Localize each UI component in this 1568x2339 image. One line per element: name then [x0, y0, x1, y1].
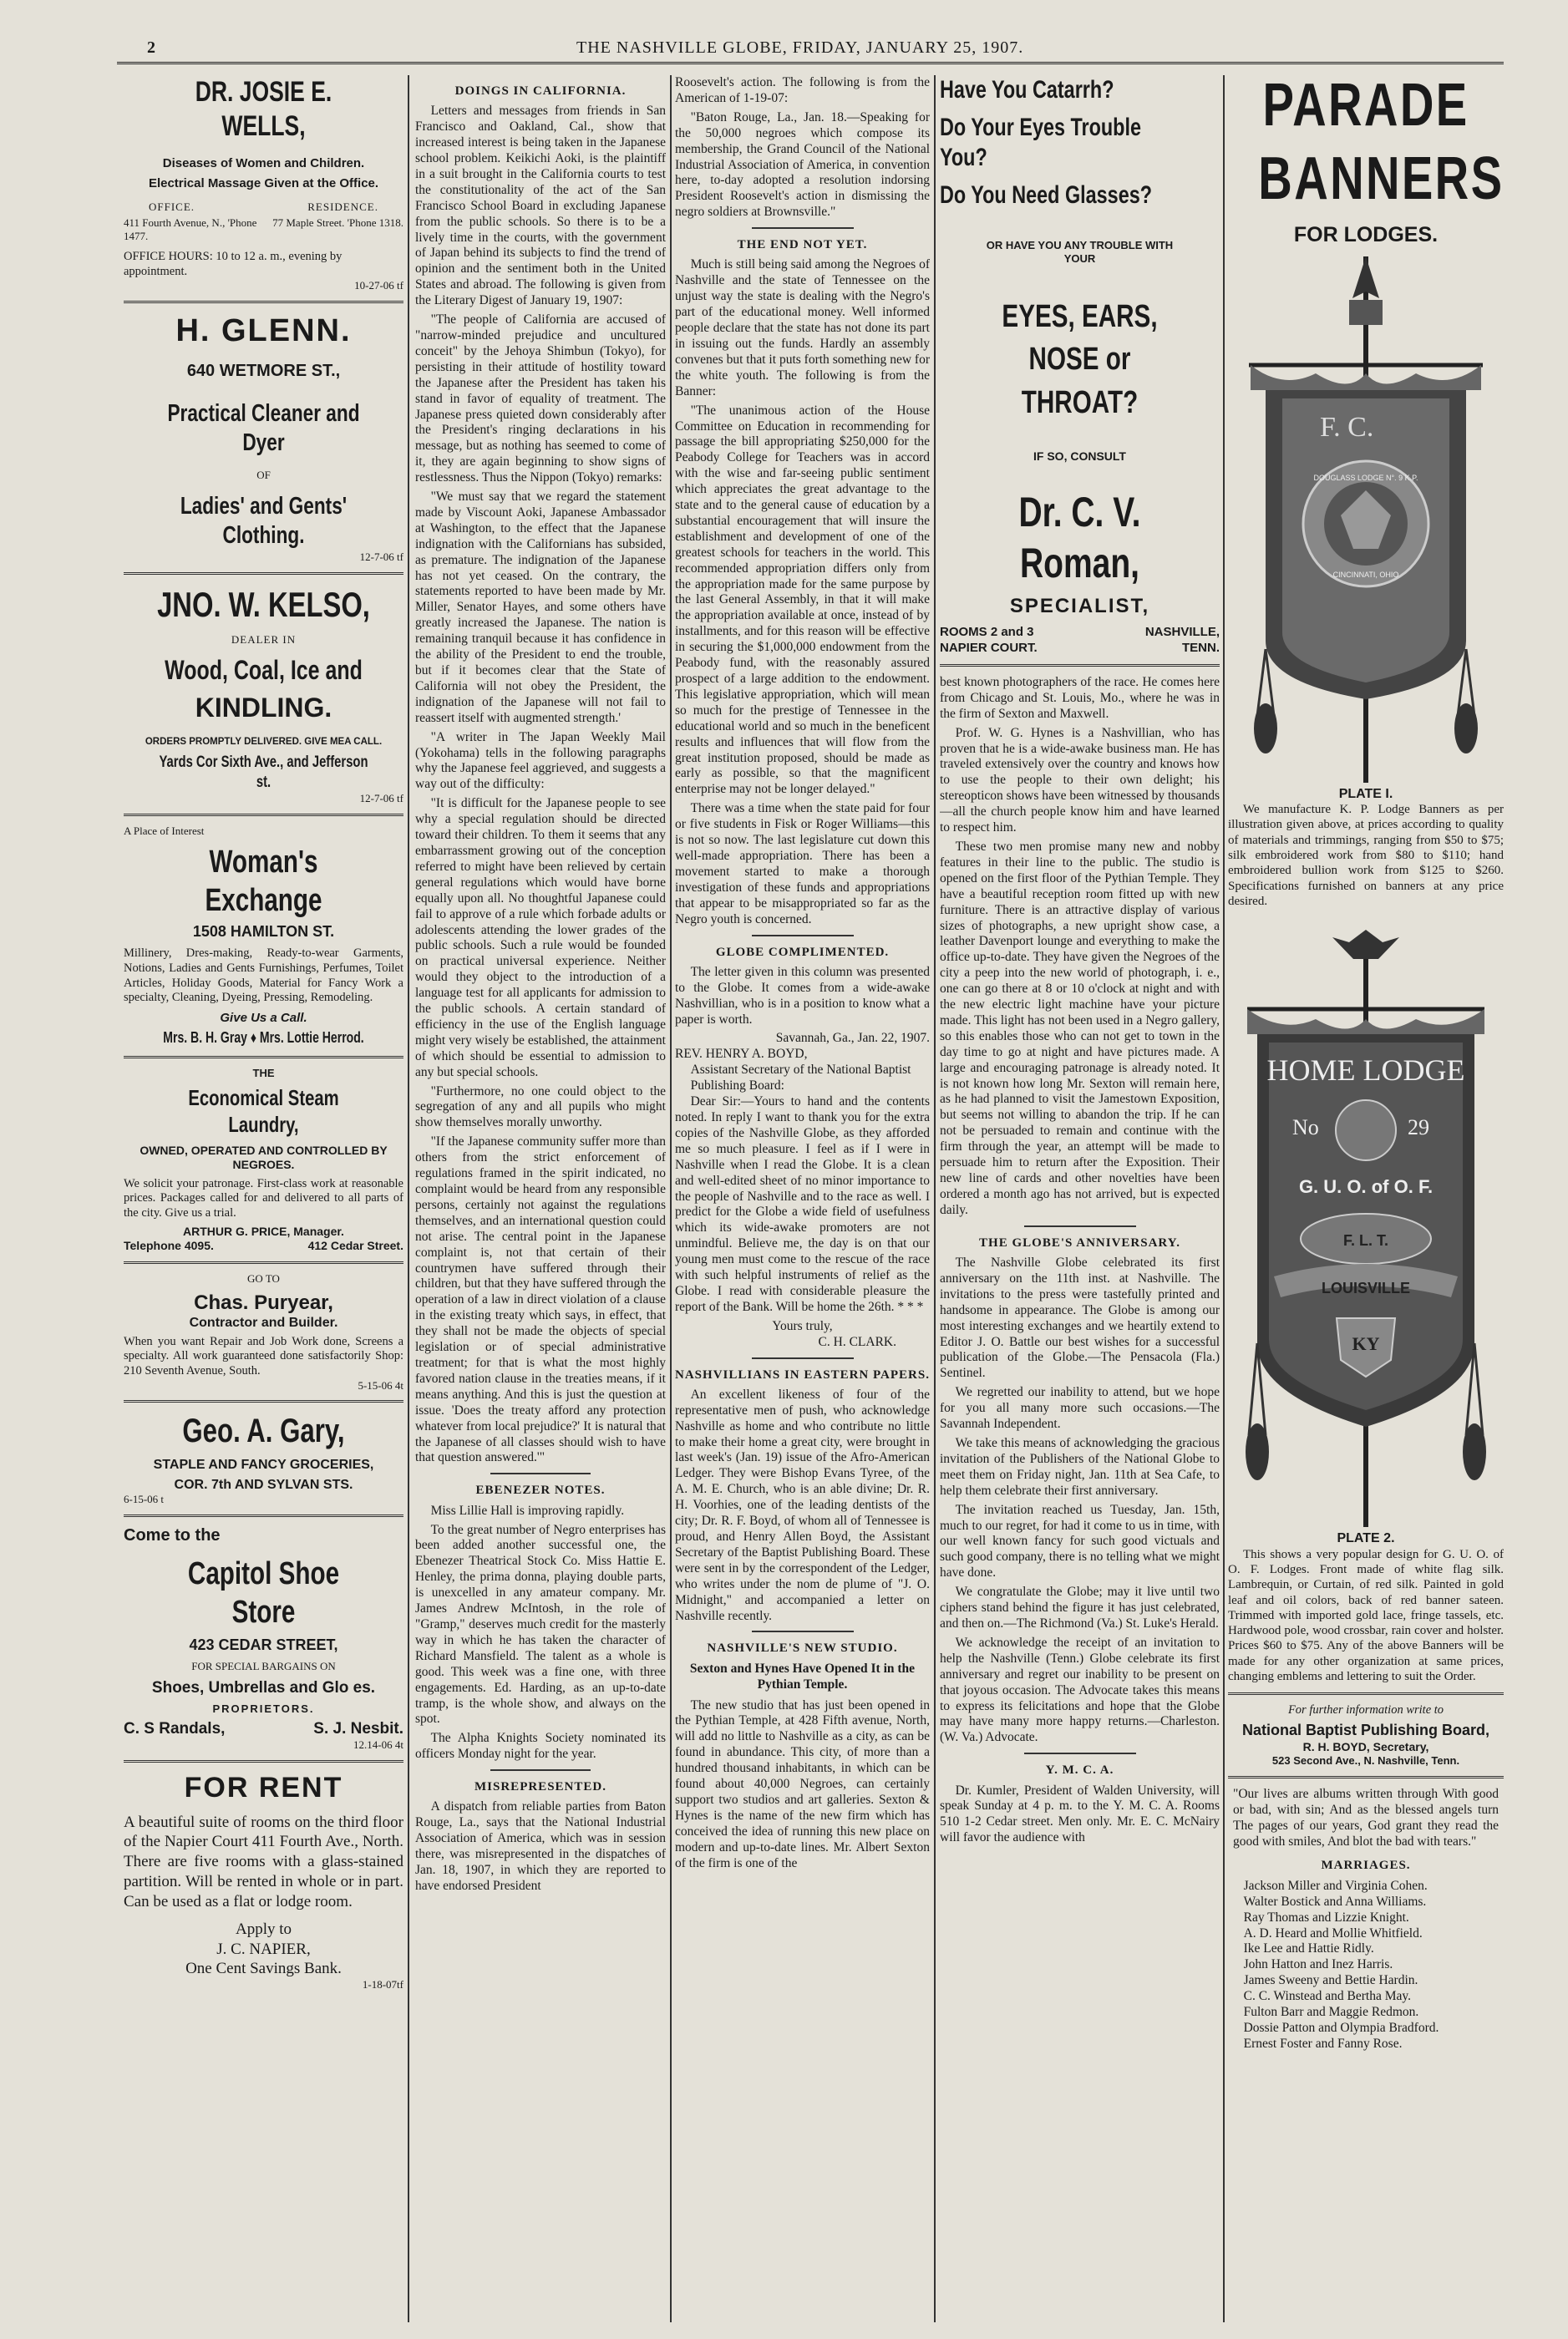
plate-caption: PLATE I.	[1338, 786, 1393, 801]
article-paragraph: Letters and messages from friends in San Francisco and Oakland, Cal., show that increased interest is being taken in the Japanese school problem. Keikichi Aoki, is the plaintiff in a suit brought in the California courts to test the constitutionality of the act of the San Francisco School Board in excluding Japanese from the public schools. So there is to be a lively time in the courts, with the government of Japan behind its subjects to find the trend of opinion and the sentiment both in the United States and abroad. The following is given from the Literary Digest of January 19, 1907:	[415, 104, 666, 308]
ad-text: Ladies' and Gents' Clothing.	[180, 492, 348, 550]
ad-code: 12-7-06 tf	[359, 791, 403, 804]
article-paragraph: "Baton Rouge, La., Jan. 18.—Speaking for the 50,000 negroes which compose its membership, the Grand Council of the National Industrial Association of America, in convention here, to-day adopted a resolution indorsing President Roosevelt's action in dismissing the negro soldiers at Brownsville."	[675, 109, 930, 220]
article-paragraph: Roosevelt's action. The following is from the American of 1-19-07:	[675, 75, 930, 105]
ad-text: When you want Repair and Job Work done, Screens a specialty. All work guaranteed done satisfactorily Shop: 210 Seventh Avenue, South.	[124, 1334, 403, 1378]
article-paragraph: Dr. Kumler, President of Walden University, will speak Sunday at 4 p. m. to the Y. M. C. A. Rooms 510 1-2 Cedar street. Men only. Mr. E. C. McNairy will favor the audience with	[940, 1783, 1220, 1845]
ad-title: DR. JOSIE E. WELLS,	[195, 76, 332, 143]
ad-text: 523 Second Ave., N. Nashville, Tenn.	[1271, 1754, 1460, 1767]
ad-text: ORDERS PROMPTLY DELIVERED. GIVE MEA CALL.	[145, 737, 383, 748]
ad-text: NASHVILLE, TENN.	[1144, 625, 1220, 655]
ad-label: OFFICE.	[149, 200, 195, 213]
ad-title: BANNERS	[1258, 145, 1504, 212]
marriage-entry: Jackson Miller and Virginia Cohen.	[1243, 1878, 1428, 1893]
letter-dateline: Savannah, Ga., Jan. 22, 1907.	[775, 1031, 930, 1046]
article-paragraph: "It is difficult for the Japanese people to see why a special regulation should be directed toward their children. To them it seems that any embarrassment growing out of the conception referred to might have been relieved by certain general regulations which would have borne equally upon all. No thoughtful Japanese could fail to approve of a rule which forbade adults or adolescents attending the lower grades of the public schools. Such a rule would be founded on practical universal experience. Neither would they object to the introduction of a language test for all applicants for admission to the public schools. A certain standard of efficiency in the use of the English language might very wisely be established, the attainment of which should be essential to admission to any but special schools.	[415, 796, 666, 1079]
letter-addressee: Assistant Secretary of the National Baptist Publishing Board:	[690, 1063, 911, 1093]
divider	[124, 1760, 403, 1763]
poem: "Our lives are albums written through With good or bad, with sin; And as the blessed angels turn The pages of our years, God grant they read the good with smiles, And blot the bad with tears."	[1233, 1786, 1499, 1849]
column-rule	[670, 75, 672, 2322]
ad-text: We solicit your patronage. First-class work at reasonable prices. Packages called for and delivered to all parts of the city. Give us a trial.	[124, 1176, 403, 1220]
article-paragraph: We take this means of acknowledging the gracious invitation of the Publishers of the National Globe to meet them on Friday night, Jan. 11th at Sea Cafe, to help them celebrate their first anniversary.	[940, 1436, 1220, 1498]
ad-text: IF SO, CONSULT	[1033, 449, 1126, 463]
article-paragraph: "The people of California are accused of "narrow-minded prejudice and uncultured conceit" by the Jehoya Shimbun (Tokyo), for persisting in their attitude of hostility toward the Japanese after the President has taken his stand in favor of equality of treatment. The Japanese press quieted down considerably after the President's ringing declarations in his message, but as nothing has seemed to come of it, they are again beginning to show signs of restlessness. Thus the Nippon (Tokyo) remarks:	[415, 312, 666, 485]
marriage-entry: Walter Bostick and Anna Williams.	[1243, 1894, 1427, 1909]
ad-text: Wood, Coal, Ice and	[165, 655, 363, 686]
article-paragraph: These two men promise many new and nobby features in their line to the public. The studio is opened on the first floor of the Pythian Temple. They have a beautiful reception room fitted up with new furniture. There is an attractive display of various sizes of photographs, a new upright show case, a leather Davenport lounge and everything to make the office up-to-date. They have given the Negroes of the city a peep into the new world of photograph, i. e., one can go there at 8 or 10 o'clock at night and with the new electric light machine have your picture made. This light has not been used in a Negro gallery, so this enables those who can not get to town in the day time to go at night and have pictures made. A large and encouraging patronage is already noted. It is not known how long Mr. Sexton will remain here, as he had planned to visit the Jamestown Exposition, but seems not willing to abandon the trip. If he can not be persuaded to remain and continue with the firm through the year, an attempt will be made to persuade him to return after the Exposition. Their new line of cards and other novelties have been ordered a month ago has not arrived, but is expected daily.	[940, 839, 1220, 1217]
ad-text: S. J. Nesbit.	[313, 1720, 403, 1738]
article-paragraph: An excellent likeness of four of the representative men of push, who acknowledge Nashville as home and who contribute no little to make their home a great city, were brought in last week's (Jan. 19) issue of the Afro-American Ledger. They were Bishop Evans Tyree, of the A. M. E. Church, who is an able divine; Dr. R. H. Voorhies, one of the leading dentists of the city; Dr. R. F. Boyd, of whom all of Tennessee is proud, and Henry Allen Boyd, the Assistant Secretary of the Baptist Publishing Board. These were sent in by the correspondent of the Ledger, who writes under the nom de plume of "J. O. Midnight," and accompanied a letter on Nashville recently.	[675, 1387, 930, 1623]
home-lodge-banner-illustration	[1232, 926, 1499, 1527]
marriage-entry: Ernest Foster and Fanny Rose.	[1243, 2036, 1403, 2051]
ad-text: Practical Cleaner and Dyer	[167, 400, 360, 457]
ad-puryear	[124, 1272, 403, 1393]
article-paragraph: "Furthermore, no one could object to the segregation of any and all pupils who might show themselves morally unworthy.	[415, 1083, 666, 1130]
letter-addressee: REV. HENRY A. BOYD,	[675, 1047, 808, 1062]
banner-city: CINCINNATI, OHIO	[1332, 570, 1399, 579]
ad-text: GO TO	[247, 1271, 280, 1285]
ad-text: Millinery, Dres-making, Ready-to-wear Garments, Notions, Ladies and Gents Furnishings, Perfumes, Toilet Articles, Holiday Goods, Material for Fancy Work a specialty, Cleaning, Dyeing, Pressing, Remodeling.	[124, 946, 403, 1005]
ad-capitol-shoe	[124, 1525, 403, 1752]
divider	[124, 301, 403, 303]
divider	[124, 814, 403, 816]
ad-title: Chas. Puryear,	[194, 1291, 333, 1314]
article-paragraph: The new studio that has just been opened in the Pythian Temple, at 428 Fifth avenue, North, will add no little to Nashville as a city, as can be found in abundance. This city, of more than a hundred thousand inhabitants, in which can be found about 40,000 Negroes, can certainly support two studios and art galleries. Sexton & Hynes is the name of the new firm which has conceived the idea of running this new place on modern and up-to-date lines. Mr. Albert Sexton of the firm is one of the	[675, 1697, 930, 1870]
ad-text: 640 WETMORE ST.,	[186, 361, 341, 380]
marriage-entry: C. C. Winstead and Bertha May.	[1243, 1989, 1412, 2004]
ad-text: COR. 7th AND SYLVAN STS.	[174, 1477, 353, 1492]
ad-text: This shows a very popular design for G. U. O. of O. F. Lodges. Front made of white flag silk. Lambrequin, or Curtain, of red silk. Painted in gold leaf and oil colors, back of red banner sateen. Trimmed with imported gold lace, fringe tassels, etc. Hardwood pole, wood crossbar, rain cover and holster. Prices $60 to $75. Any of the above Banners will be made for any other organization at same prices, changing emblems and lettering to suit the Order.	[1228, 1547, 1504, 1683]
ad-kicker: A Place of Interest	[124, 824, 205, 837]
marriage-entry: James Sweeny and Bettie Hardin.	[1243, 1973, 1418, 1988]
ad-text: Do You Need Glasses?	[940, 180, 1153, 209]
ad-text: For further information write to	[1287, 1703, 1444, 1717]
article-paragraph: The Nashville Globe celebrated its first anniversary on the 11th inst. at Nashville. The invitations to the press were tastefully printed and handsome in appearance. The Globe is among our most interesting exchanges and we heartily extend to Editor J. O. Battle our best wishes for a successful publication of the Globe.—The Pensacola (Fla.) Sentinel.	[940, 1256, 1220, 1381]
ad-gary	[124, 1411, 403, 1506]
ad-text: STAPLE AND FANCY GROCERIES,	[153, 1458, 374, 1473]
divider	[124, 572, 403, 575]
article-paragraph: "A writer in The Japan Weekly Mail (Yokohama) tells in the following paragraphs why the Japanese feel aggrieved, and suggests a way out of the difficulty:	[415, 729, 666, 792]
ad-text: Electrical Massage Given at the Office.	[148, 176, 379, 191]
article-headline: DOINGS IN CALIFORNIA.	[454, 84, 627, 98]
marriage-entry: Dossie Patton and Olympia Bradford.	[1243, 2020, 1439, 2035]
letter-closing: Yours truly,	[772, 1318, 833, 1333]
banner-initials: F. C.	[1320, 411, 1374, 443]
masthead	[117, 35, 1504, 64]
ad-text: J. C. NAPIER,	[216, 1940, 311, 1958]
ad-text: ARTHUR G. PRICE, Manager.	[183, 1224, 344, 1238]
article-headline: THE END NOT YET.	[737, 238, 868, 252]
ad-h-glenn	[124, 312, 403, 564]
ad-text: Have You Catarrh?	[940, 76, 1114, 104]
banner-city: LOUISVILLE	[1321, 1280, 1411, 1297]
ad-text: We manufacture K. P. Lodge Banners as per illustration given above, at prices according to quality of materials and trimmings, ranging from $50 to $75; silk embroidered work from $80 to $110; hand embroidered bullion work from $125 to $260. Specifications furnished on banners at any price desired.	[1228, 803, 1504, 908]
marriage-entry: John Hatton and Inez Harris.	[1243, 1957, 1393, 1972]
ad-kelso	[124, 583, 403, 804]
article-paragraph: Much is still being said among the Negroes of Nashville and the state of Tennessee on the unjust way the state is dealing with the Negro's part of the educational money. Well informed people declare that the state has not done its part in issuing out the funds. Hardly an assembly convenes but that it puts forth something new for the white youth. The following is from the Banner:	[675, 257, 930, 398]
article-headline: NASHVILLIANS IN EASTERN PAPERS.	[675, 1367, 930, 1382]
ad-text: DEALER IN	[231, 632, 297, 646]
ad-parade-banners	[1228, 75, 1504, 248]
column-news-1	[415, 75, 666, 2331]
divider	[752, 227, 854, 229]
divider	[124, 1056, 403, 1058]
divider	[490, 1769, 591, 1771]
ad-text: C. S Randals,	[124, 1720, 226, 1738]
ad-title: FOR RENT	[184, 1772, 343, 1804]
banner-links: F. L. T.	[1343, 1232, 1388, 1250]
ad-code: 6-15-06 t	[124, 1493, 165, 1506]
ad-title: JNO. W. KELSO,	[157, 585, 370, 625]
column-news-3	[940, 75, 1220, 2331]
ad-code: 1-18-07tf	[362, 1977, 403, 1991]
column-rule	[1223, 75, 1225, 2322]
article-paragraph: A dispatch from reliable parties from Baton Rouge, La., says that the National Industrial Association of America, which was in session there, was misrepresented in the dispatches of Jan. 18, 1907, in which they are reported to have endorsed President	[415, 1799, 666, 1893]
divider	[1228, 1692, 1504, 1695]
article-paragraph: We regretted our inability to attend, but we hope for you all many more such occasions.—The Savannah Independent.	[940, 1385, 1220, 1432]
page-title: THE NASHVILLE GLOBE, FRIDAY, JANUARY 25, 1907.	[576, 38, 1024, 57]
banner-order: G. U. O. of O. F.	[1298, 1176, 1434, 1198]
marriage-entry: Ray Thomas and Lizzie Knight.	[1243, 1910, 1409, 1925]
ad-text: 1508 HAMILTON ST.	[192, 923, 335, 941]
ad-text: FOR LODGES.	[1293, 223, 1439, 246]
article-paragraph: To the great number of Negro enterprises has been added another successful one, the Ebenezer Theatrical Stock Co. Miss Hattie E. Henley, the prima donna, playing double parts, is unexcelled in any amateur company. Mr. James Andrew McIntosh, in the role of "Gramp," deserves much credit for the masterly way in which he has taken the character of Richard Mansfield. The talent as a whole is good. This week was a fine one, with three engagements. Ed. Harding, as an up-to-date tramp, is the whole show, and always on the spot.	[415, 1522, 666, 1727]
ad-text: 423 CEDAR STREET,	[189, 1636, 338, 1654]
column-advertisements	[124, 75, 403, 2331]
ad-text: SPECIALIST,	[1009, 595, 1150, 618]
letter-signature: C. H. CLARK.	[818, 1334, 896, 1349]
ad-text: A beautiful suite of rooms on the third floor of the Napier Court 411 Fourth Ave., North. There are five rooms with a glass-stained partition. Will be rented in whole or in part. Can be used as a flat or lodge room.	[124, 1813, 403, 1910]
column-rule	[408, 75, 409, 2322]
divider	[1024, 1225, 1136, 1227]
article-paragraph: Miss Lillie Hall is improving rapidly.	[430, 1503, 625, 1518]
article-paragraph: "The unanimous action of the House Committee on Education in recommending for passage the bill appropriating $250,000 for the Peabody College for Teachers was in accord with the wise and far-seeing public sentiment which appreciates the great advantage to the state and to the general cause of education by a substantial encouragement that will insure the establishment and development of one of the greatest schools for teachers in the world. This recommended appropriation differs only from the appropriation made for the same purpose by the last General Assembly, in that it will make the appropriation available at once, instead of by installments, and for this reason will be effective in securing the $1,000,000 endowment from the Peabody fund, with the reasonably assured prospect of a large addition to the endowment. This legislative appropriation, which will mean so much for the prestige of Tennessee in the educational world and so much in the beneficent results and influences that will flow from the great institution proposed, should be made as early as possible, so that the magnificent enterprise may not be longer delayed."	[675, 403, 930, 797]
article-headline: THE GLOBE'S ANNIVERSARY.	[979, 1235, 1180, 1250]
ad-text: OF	[256, 468, 271, 481]
tassel-icon	[1246, 1423, 1269, 1480]
divider	[752, 935, 854, 936]
banner-state: KY	[1352, 1333, 1380, 1355]
eagle-icon	[1332, 930, 1399, 959]
ad-text: Shoes, Umbrellas and Glo es.	[151, 1679, 376, 1697]
article-paragraph: We congratulate the Globe; may it live until two ciphers stand behind the figure it has just celebrated, and then on.—The Richmond (Va.) St. Luke's Herald.	[940, 1585, 1220, 1631]
ad-title: PARADE	[1262, 75, 1469, 139]
banner-number: 29	[1408, 1115, 1429, 1140]
ad-text: Do Your Eyes Trouble You?	[940, 113, 1141, 172]
column-banners-ad	[1228, 75, 1504, 2331]
ad-text: FOR SPECIAL BARGAINS ON	[191, 1660, 336, 1673]
ad-text: Yards Cor Sixth Ave., and Jefferson st.	[159, 753, 368, 791]
ad-title: National Baptist Publishing Board,	[1241, 1721, 1489, 1738]
article-headline: MISREPRESENTED.	[474, 1780, 606, 1794]
banner-title: HOME LODGE	[1266, 1053, 1465, 1088]
ad-text: 412 Cedar Street.	[307, 1238, 403, 1252]
column-rule	[934, 75, 936, 2322]
tassel-icon	[1463, 1423, 1486, 1480]
ad-text: EYES, EARS, NOSE or THROAT?	[1002, 299, 1158, 420]
article-paragraph: There was a time when the state paid for four or five students in Fisk or Roger Williams—this is not so now. The last legislature cut down this well-made appropriation. There has been a movement started to make a thorough investigation of these funds and appropriations that appear to be misappropriated so far as the Negro youth is concerned.	[675, 801, 930, 926]
ad-dr-roman	[940, 75, 1220, 656]
divider	[124, 1515, 403, 1517]
article-paragraph: The Alpha Knights Society nominated its officers Monday night for the year.	[415, 1731, 666, 1762]
article-paragraph: best known photographers of the race. He comes here from Chicago and St. Louis, Mo., where he was in the firm of Sexton and Maxwell.	[940, 674, 1220, 721]
ad-womans-exchange	[124, 824, 403, 1048]
ad-title: Capitol Shoe Store	[187, 1555, 340, 1630]
ad-code: 5-15-06 4t	[358, 1378, 403, 1392]
article-paragraph: The letter given in this column was presented to the Globe. It comes from a wide-awake Nashvillian, who is in a position to know what a paper is worth.	[675, 964, 930, 1027]
banner-no: No	[1292, 1115, 1319, 1140]
ad-title: H. GLENN.	[175, 313, 352, 349]
divider	[752, 1357, 854, 1359]
ad-code: 12.14-06 4t	[353, 1738, 403, 1752]
ad-dr-wells	[124, 75, 403, 292]
ad-title: Geo. A. Gary,	[182, 1413, 345, 1450]
divider	[124, 1261, 403, 1264]
ad-kicker: Come to the	[124, 1526, 221, 1545]
marriages-list	[1228, 1879, 1504, 2052]
banner-ribbon: DOUGLASS LODGE N°. 9 K.P.	[1313, 473, 1418, 482]
ad-text: THE	[252, 1067, 275, 1080]
divider	[1024, 1753, 1136, 1754]
marriage-entry: A. D. Heard and Mollie Whitfield.	[1243, 1925, 1423, 1941]
article-headline: EBENEZER NOTES.	[475, 1484, 606, 1498]
ad-text: KINDLING.	[195, 693, 332, 723]
ad-text: Contractor and Builder.	[189, 1316, 338, 1331]
article-paragraph: Dear Sir:—Yours to hand and the contents noted. In reply I want to thank you for the extra copies of the Nashville Globe, as they afforded me so much pleasure. I feel as if I were in Nashville when I read the Globe. It is a clean and well-edited sheet of no minor importance to the people of Nashville and to the race as well. I predict for the Globe a wide field of usefulness which its wide-awake promoters are not unmindful. Believe me, the day is on that our young men must come to the rescue of the race with such helpful instruments of relief as the Globe. I read with considerable pleasure the report of the Bank. Will be home the 26th. * * *	[675, 1094, 930, 1314]
article-headline: Y. M. C. A.	[1045, 1763, 1114, 1778]
divider	[1228, 1776, 1504, 1778]
article-subheadline: Sexton and Hynes Have Opened It in the Pythian Temple.	[689, 1661, 916, 1692]
kp-lodge-banner-illustration	[1232, 248, 1499, 783]
article-headline: GLOBE COMPLIMENTED.	[715, 945, 890, 959]
ad-text: Telephone 4095.	[124, 1238, 214, 1252]
article-headline: MARRIAGES.	[1321, 1859, 1411, 1873]
article-paragraph: We acknowledge the receipt of an invitation to help the Nashville (Tenn.) Globe celebrate its first anniversary and regret our inability to be present on that joyous occasion. The Advocate takes this means to express its felicitations and hope that the Globe may have many more happy returns.—Charleston. (W. Va.) Advocate.	[940, 1635, 1220, 1745]
ad-text: OR HAVE YOU ANY TROUBLE WITH YOUR	[986, 239, 1174, 266]
marriage-entry: Fulton Barr and Maggie Redmon.	[1243, 2005, 1419, 2020]
ad-text: 77 Maple Street. 'Phone 1318.	[272, 216, 403, 230]
ad-for-rent	[124, 1771, 403, 1991]
ad-code: 12-7-06 tf	[359, 551, 403, 564]
plate-caption: PLATE 2.	[1337, 1531, 1395, 1546]
article-paragraph: "We must say that we regard the statement made by Viscount Aoki, Japanese Ambassador at Washington, to the effect that the Japanese indignation with the Californians has subsided, as premature. The indignation of the Japanese has not yet ceased. On the contrary, the statements reported to have been made by Mr. Miller, Senator Hayes, and some others have greatly increased the Japanese. The nation is remaining tranquil because it has confidence in the ability of the President to end the trouble, but if it becomes clear that the State of California will not obey the President, the indignation of the Japanese will not fail to reassert itself with augmented strength.'	[415, 490, 666, 725]
article-headline: NASHVILLE'S NEW STUDIO.	[707, 1641, 898, 1656]
column-news-2	[675, 75, 930, 2331]
ad-text: Diseases of Women and Children.	[162, 155, 365, 170]
ad-title: Dr. C. V. Roman,	[1018, 489, 1141, 587]
page-number: 2	[147, 38, 156, 57]
tassel-icon	[1454, 703, 1478, 753]
ad-text: 411 Fourth Avenue, N., 'Phone 1477.	[124, 216, 257, 243]
ad-label: RESIDENCE.	[307, 200, 378, 213]
divider	[490, 1473, 591, 1474]
ad-text: One Cent Savings Bank.	[185, 1959, 342, 1977]
divider	[124, 1400, 403, 1403]
divider	[752, 1631, 854, 1632]
ad-text: Mrs. B. H. Gray ♦ Mrs. Lottie Herrod.	[163, 1029, 364, 1047]
divider	[940, 664, 1220, 667]
ad-text: OFFICE HOURS: 10 to 12 a. m., evening by appointment.	[124, 250, 343, 278]
marriage-entry: Ike Lee and Hattie Ridly.	[1243, 1941, 1374, 1956]
ad-steam-laundry	[124, 1067, 403, 1253]
ad-text: R. H. BOYD, Secretary,	[1302, 1739, 1429, 1753]
article-paragraph: "If the Japanese community suffer more than others from the strict enforcement of regulations framed in the spirit indicated, no complaint would be heard from any responsible persons, certainly not against the regulations themselves, and an international question could not arise. The central point in the Japanese complaint is, not that certain of their countrymen have suffered through their children, but that they have suffered through the operation of a law in direct violation of a clause in the existing treaty which says, in effect, that they shall not be made the objects of special legislation or of special administrative treatment; for that is what the most highly favored nation clause in the treaties means, if it means anything. And this is just the question at issue. 'Does the treaty afford any protection whatever from local prejudice?' It is natural that the Japanese of all classes should wish to have that question answered.'"	[415, 1134, 666, 1465]
article-paragraph: The invitation reached us Tuesday, Jan. 15th, much to our regret, for had it come to us in time, with our well known fancy for such good victuals and such good company, there is no telling what we might have done.	[940, 1502, 1220, 1580]
ad-title: Woman's Exchange	[205, 844, 322, 918]
ad-text: Apply to	[235, 1920, 292, 1939]
article-paragraph: Prof. W. G. Hynes is a Nashvillian, who has proven that he is a wide-awake business man. He has traveled extensively over the country and knows how to use the people to their own delight; his stereopticon shows have been witnessed by thousands—all the church people know him and have learned to respect him.	[940, 725, 1220, 835]
tassel-icon	[1254, 703, 1277, 753]
ad-text: PROPRIETORS.	[212, 1702, 315, 1716]
ad-code: 10-27-06 tf	[354, 279, 403, 292]
ad-text: OWNED, OPERATED AND CONTROLLED BY NEGROES.	[140, 1143, 388, 1171]
ad-title: Economical Steam Laundry,	[188, 1085, 339, 1137]
ad-text: Give Us a Call.	[220, 1010, 307, 1025]
ad-text: ROOMS 2 and 3 NAPIER COURT.	[940, 625, 1038, 655]
